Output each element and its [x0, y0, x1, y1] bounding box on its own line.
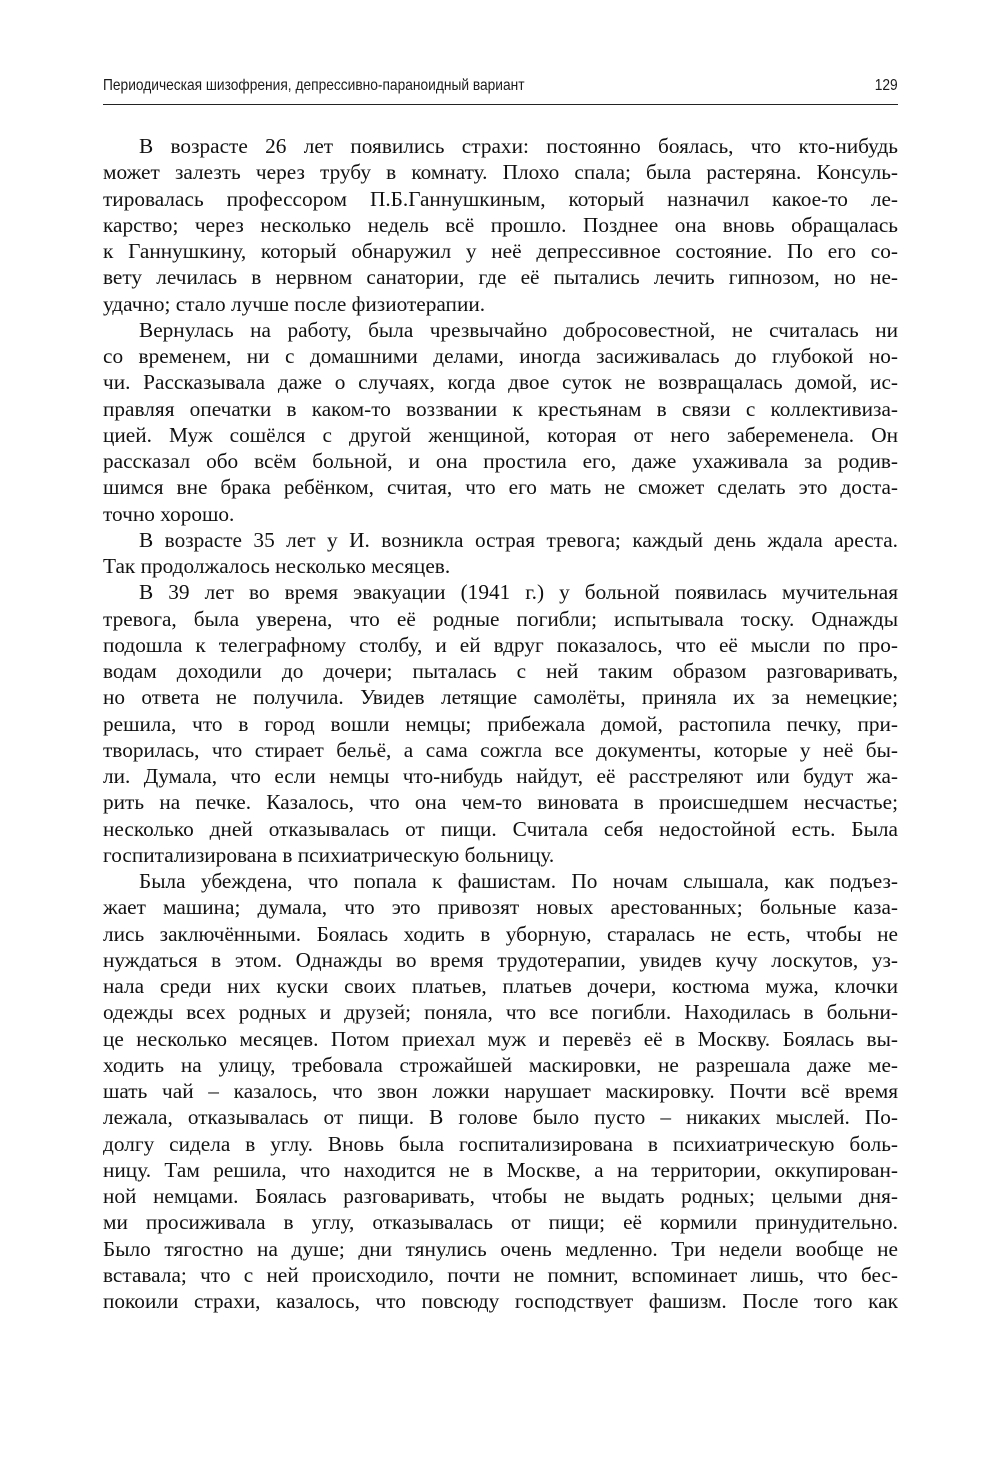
paragraph: [103, 579, 898, 868]
text-line: лежала, отказывалась от пищи. В голове было пусто – никаких мыслей. По-: [103, 1105, 898, 1130]
text-line: тревога, была уверена, что её родные погибли; испытывала тоску. Однажды: [103, 606, 898, 631]
text-line: точно хорошо.: [103, 501, 235, 526]
text-line: тировалась профессором П.Б.Ганнушкиным, который назначил какое-то ле-: [103, 186, 898, 211]
text-line: покоили страхи, казалось, что повсюду господствует фашизм. После того как: [103, 1289, 898, 1313]
running-header: [103, 74, 898, 105]
paragraph: [103, 133, 898, 317]
text-line: шимся вне брака ребёнком, считая, что его мать не сможет сделать это доста-: [103, 475, 898, 500]
text-line: но ответа не получила. Увидев летящие самолёты, приняла их за немецкие;: [103, 685, 898, 710]
text-line: В возрасте 35 лет у И. возникла острая тревога; каждый день ждала ареста.: [139, 527, 898, 552]
text-line: рассказал обо всём больной, и она простила его, даже ухаживала за родив-: [103, 449, 898, 473]
body-text: [103, 133, 898, 1314]
text-line: жает машина; думала, что это привозят новых арестованных; больные каза-: [103, 895, 898, 920]
text-line: ми просиживала в углу, отказывалась от пищи; её кормили принудительно.: [103, 1210, 898, 1235]
text-line: долгу сидела в углу. Вновь была госпитализирована в психиатрическую боль-: [103, 1131, 898, 1156]
text-line: Так продолжалось несколько месяцев.: [103, 554, 451, 578]
text-line: к Ганнушкину, который обнаружил у неё депрессивное состояние. По его со-: [103, 239, 898, 263]
text-line: госпитализирована в психиатрическую больницу.: [103, 842, 555, 867]
text-line: творилась, что стирает бельё, а сама сожгла все документы, которые у неё бы-: [103, 737, 898, 762]
text-line: В возрасте 26 лет появились страхи: постоянно боялась, что кто-нибудь: [139, 134, 898, 158]
text-line: водам доходили до дочери; пыталась с ней таким образом разговаривать,: [103, 659, 898, 683]
text-line: Было тягостно на душе; дни тянулись очень медленно. Три недели вообще не: [103, 1236, 898, 1261]
text-line: несколько дней отказывалась от пищи. Считала себя недостойной есть. Была: [103, 816, 898, 841]
text-line: це несколько месяцев. Потом приехал муж и перевёз её в Москву. Боялась вы-: [103, 1026, 898, 1051]
text-line: вету лечилась в нервном санатории, где её пытались лечить гипнозом, но не-: [103, 265, 898, 290]
paragraph: [103, 527, 898, 580]
text-line: цией. Муж сошёлся с другой женщиной, которая от него забеременела. Он: [103, 422, 898, 447]
text-line: решила, что в город вошли немцы; прибежала домой, растопила печку, при-: [103, 711, 898, 736]
text-line: нуждаться в этом. Однажды во время трудотерапии, увидев кучу лоскутов, уз-: [103, 947, 898, 972]
paragraph: [103, 868, 898, 1314]
text-line: лись заключёнными. Боялась ходить в уборную, старалась не есть, чтобы не: [103, 921, 898, 946]
text-line: одежды всех родных и друзей; поняла, что все погибли. Находилась в больни-: [103, 1000, 898, 1025]
text-line: карство; через несколько недель всё прошло. Позднее она вновь обращалась: [103, 212, 898, 237]
text-line: Вернулась на работу, была чрезвычайно добросовестной, не считалась ни: [139, 317, 898, 342]
text-line: удачно; стало лучше после физиотерапии.: [103, 291, 486, 316]
text-line: нала среди них куски своих платьев, платьев дочери, костюма мужа, клочки: [103, 974, 898, 998]
text-line: вставала; что с ней происходило, почти не помнит, вспоминает лишь, что бес-: [103, 1262, 898, 1287]
text-line: ной немцами. Боялась разговаривать, чтобы не выдать родных; целыми дня-: [103, 1184, 898, 1208]
text-line: В 39 лет во время эвакуации (1941 г.) у больной появилась мучительная: [139, 580, 898, 605]
text-line: правляя опечатки в каком-то воззвании к крестьянам в связи с коллективиза-: [103, 396, 898, 421]
text-line: ходить на улицу, требовала строжайшей маскировки, не разрешала даже ме-: [103, 1052, 898, 1077]
text-line: ницу. Там решила, что находится не в Москве, а на территории, оккупирован-: [103, 1157, 898, 1182]
text-line: шать чай – казалось, что звон ложки нарушает маскировку. Почти всё время: [103, 1079, 898, 1103]
header-title: Периодическая шизофрения, депрессивно-параноидный вариант: [103, 77, 525, 94]
text-line: рить на печке. Казалось, что она чем-то виновата в происшедшем несчастье;: [103, 790, 898, 815]
text-line: может залезть через трубу в комнату. Плохо спала; была растеряна. Консуль-: [103, 160, 898, 185]
page-number: 129: [875, 77, 898, 94]
text-line: чи. Рассказывала даже о случаях, когда двое суток не возвращалась домой, ис-: [103, 370, 898, 395]
text-line: Была убеждена, что попала к фашистам. По ночам слышала, как подъез-: [139, 869, 898, 893]
text-line: со временем, ни с домашними делами, иногда засиживалась до глубокой но-: [103, 344, 898, 368]
text-line: подошла к телеграфному столбу, и ей вдруг показалось, что её мысли по про-: [103, 632, 898, 657]
paragraph: [103, 317, 898, 527]
text-line: ли. Думала, что если немцы что-нибудь найдут, её расстреляют или будут жа-: [103, 764, 898, 788]
